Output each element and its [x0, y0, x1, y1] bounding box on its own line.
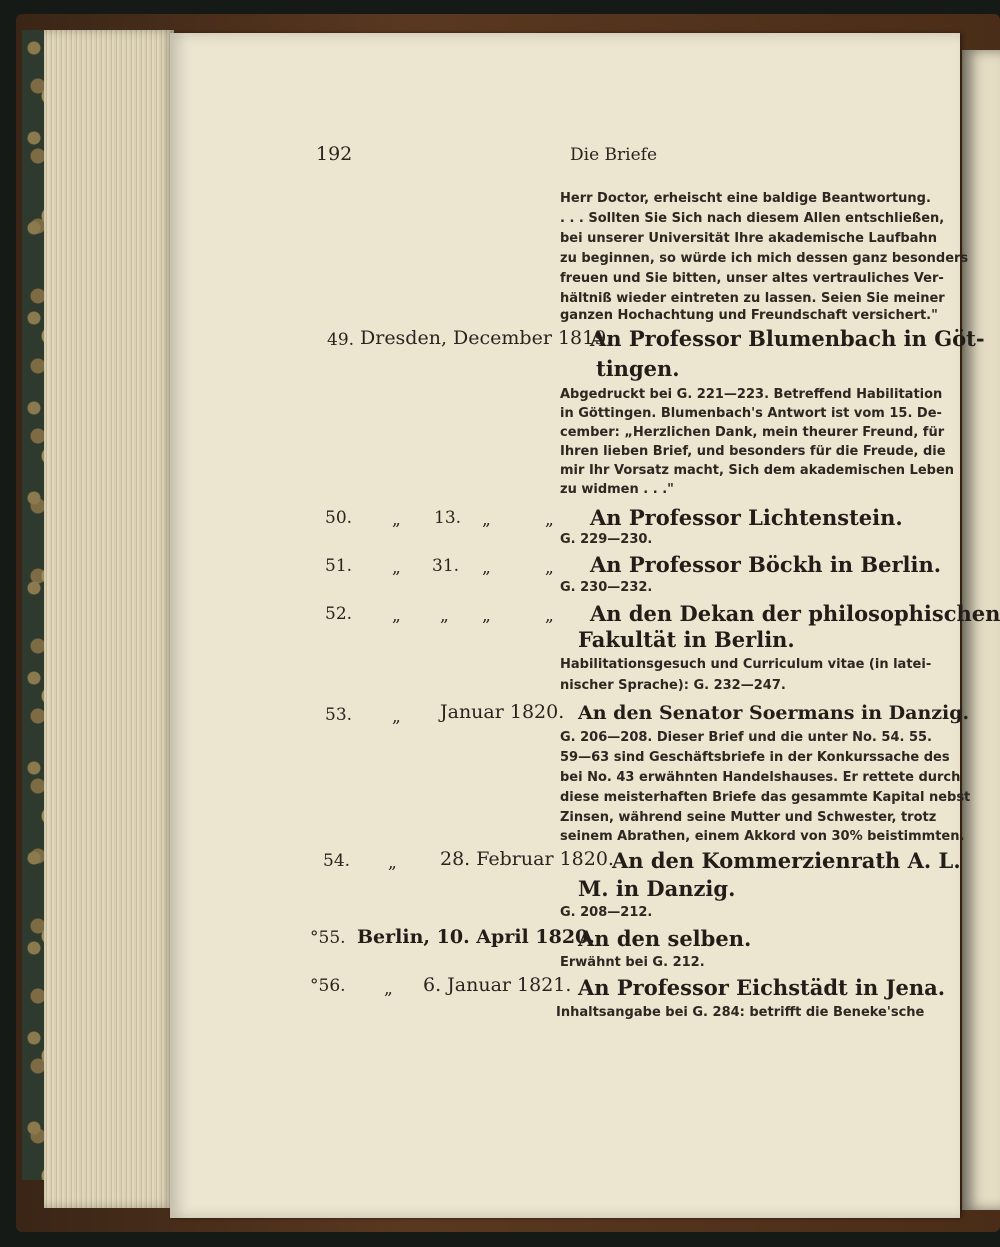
entry-note: Ihren lieben Brief, und besonders für die Freude, die	[560, 444, 946, 459]
entry-number: °55.	[310, 928, 346, 948]
entry-note: Erwähnt bei G. 212.	[560, 955, 705, 970]
ditto-mark: „	[545, 558, 554, 578]
entry-day: 31.	[432, 556, 460, 576]
entry-date: 6. Januar 1821.	[423, 974, 572, 996]
entry-note: G. 206—208. Dieser Brief und die unter No. 54. 55.	[560, 730, 932, 745]
entry-note: G. 229—230.	[560, 532, 653, 547]
entry-number: 53.	[325, 705, 353, 725]
facing-page-edge	[962, 50, 1000, 1210]
entry-recipient: An den Senator Soermans in Danzig.	[578, 702, 970, 724]
entry-note: cember: „Herzlichen Dank, mein theurer Freund, für	[560, 425, 945, 440]
entry-note: Zinsen, während seine Mutter und Schwester, trotz	[560, 810, 937, 825]
entry-recipient-cont: tingen.	[596, 356, 680, 381]
entry-number: 52.	[325, 604, 353, 624]
running-head: Die Briefe	[570, 145, 658, 165]
entry-recipient: An den selben.	[578, 926, 752, 951]
intro-line: hältniß wieder eintreten zu lassen. Seien Sie meiner	[560, 291, 945, 306]
intro-line: . . . Sollten Sie Sich nach diesem Allen entschließen,	[560, 211, 945, 226]
entry-note: diese meisterhaften Briefe das gesammte Kapital nebst	[560, 790, 971, 805]
entry-place-date: Berlin, 10. April 1820.	[357, 926, 595, 948]
ditto-mark: „	[388, 853, 397, 873]
entry-recipient: An Professor Böckh in Berlin.	[590, 552, 942, 577]
entry-note: mir Ihr Vorsatz macht, Sich dem akademischen Leben	[560, 463, 955, 478]
intro-line: zu beginnen, so würde ich mich dessen ganz besonders	[560, 251, 969, 266]
entry-note: bei No. 43 erwähnten Handelshauses. Er rettete durch	[560, 770, 961, 785]
entry-recipient: An Professor Blumenbach in Göt-	[590, 326, 985, 351]
page-number: 192	[316, 143, 353, 165]
entry-number: °56.	[310, 976, 346, 996]
ditto-mark: „	[392, 606, 401, 626]
entry-note: Inhaltsangabe bei G. 284: betrifft die Beneke'sche	[556, 1005, 925, 1020]
entry-note: Habilitationsgesuch und Curriculum vitae (in latei-	[560, 657, 932, 672]
entry-recipient-cont: M. in Danzig.	[578, 876, 736, 901]
entry-number: 49.	[327, 330, 355, 350]
entry-note: nischer Sprache): G. 232—247.	[560, 678, 786, 693]
ditto-mark: „	[384, 979, 393, 999]
ditto-mark: „	[392, 707, 401, 727]
entry-date: Januar 1820.	[440, 701, 565, 723]
entry-recipient: An den Kommerzienrath A. L.	[612, 848, 961, 873]
ditto-mark: „	[482, 558, 491, 578]
entry-number: 50.	[325, 508, 353, 528]
entry-number: 54.	[323, 851, 351, 871]
entry-date: 28. Februar 1820.	[440, 848, 614, 870]
entry-note: seinem Abrathen, einem Akkord von 30% beistimmten.	[560, 829, 965, 844]
entry-day: 13.	[434, 508, 462, 528]
entry-recipient: An Professor Lichtenstein.	[590, 505, 903, 530]
ditto-mark: „	[482, 510, 491, 530]
entry-note: G. 230—232.	[560, 580, 653, 595]
entry-note: 59—63 sind Geschäftsbriefe in der Konkurssache des	[560, 750, 950, 765]
entry-note: G. 208—212.	[560, 905, 653, 920]
entry-note: zu widmen . . ."	[560, 482, 674, 497]
intro-line: Herr Doctor, erheischt eine baldige Beantwortung.	[560, 191, 931, 206]
entry-number: 51.	[325, 556, 353, 576]
ditto-mark: „	[392, 558, 401, 578]
page-block-edges	[44, 30, 174, 1208]
ditto-mark: „	[440, 606, 449, 626]
entry-note: in Göttingen. Blumenbach's Antwort ist vom 15. De-	[560, 406, 942, 421]
entry-note: Abgedruckt bei G. 221—223. Betreffend Habilitation	[560, 387, 943, 402]
intro-line: ganzen Hochachtung und Freundschaft versichert."	[560, 308, 938, 323]
intro-line: freuen und Sie bitten, unser altes vertrauliches Ver-	[560, 271, 944, 286]
entry-recipient: An Professor Eichstädt in Jena.	[578, 975, 946, 1000]
ditto-mark: „	[545, 510, 554, 530]
ditto-mark: „	[545, 606, 554, 626]
intro-line: bei unserer Universität Ihre akademische Laufbahn	[560, 231, 937, 246]
entry-recipient-cont: Fakultät in Berlin.	[578, 627, 795, 652]
ditto-mark: „	[482, 606, 491, 626]
entry-place-date: Dresden, December 1819.	[360, 327, 613, 349]
entry-recipient: An den Dekan der philosophischen	[590, 601, 1000, 626]
ditto-mark: „	[392, 510, 401, 530]
